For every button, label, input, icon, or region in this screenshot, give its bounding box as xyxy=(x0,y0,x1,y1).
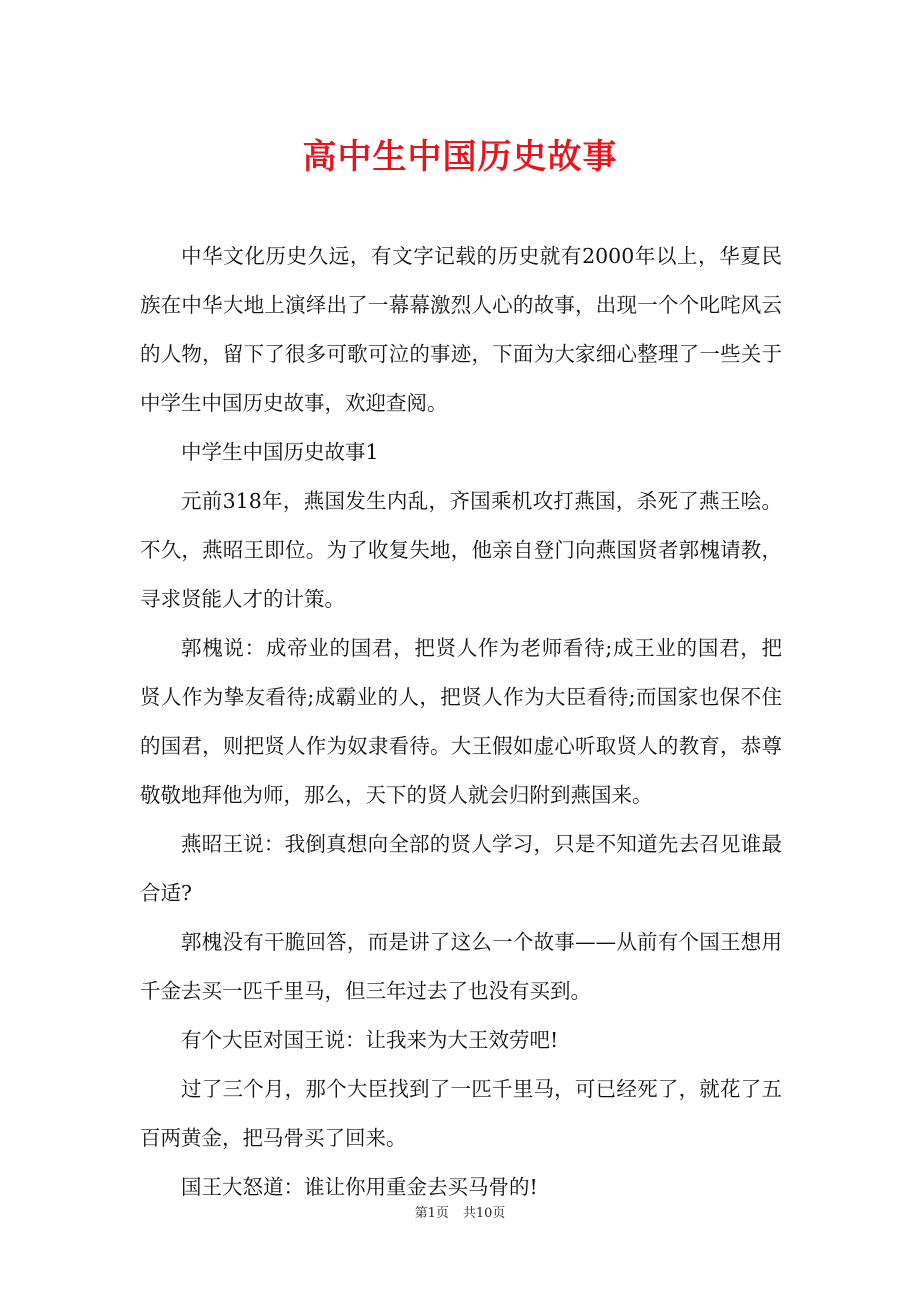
page-number: 第1页 xyxy=(414,1206,449,1221)
section-heading: 中学生中国历史故事1 xyxy=(181,440,379,464)
document-title: 高中生中国历史故事 xyxy=(302,136,618,177)
page-footer xyxy=(0,1204,920,1224)
story-paragraph: 国王大怒道：谁让你用重金去买马骨的! xyxy=(181,1175,538,1199)
story-paragraph: 元前318年，燕国发生内乱，齐国乘机攻打燕国，杀死了燕王哙。不久，燕昭王即位。为了收复失地，他亲自登门向燕国贤者郭槐请教，寻求贤能人才的计策。 xyxy=(140,489,782,611)
story-paragraph: 郭槐没有干脆回答，而是讲了这么一个故事——从前有个国王想用千金去买一匹千里马，但三年过去了也没有买到。 xyxy=(140,930,782,1003)
story-paragraph: 过了三个月，那个大臣找到了一匹千里马，可已经死了，就花了五百两黄金，把马骨买了回来。 xyxy=(140,1077,782,1150)
page-total: 共10页 xyxy=(462,1206,506,1221)
story-paragraph: 有个大臣对国王说：让我来为大王效劳吧! xyxy=(181,1028,559,1052)
story-paragraph: 郭槐说：成帝业的国君，把贤人作为老师看待;成王业的国君，把贤人作为挚友看待;成霸业的人，把贤人作为大臣看待;而国家也保不住的国君，则把贤人作为奴隶看待。大王假如虚心听取贤人的教育，恭尊敬敬地拜他为师，那么，天下的贤人就会归附到燕国来。 xyxy=(140,636,782,807)
story-paragraph: 燕昭王说：我倒真想向全部的贤人学习，只是不知道先去召见谁最合适? xyxy=(140,832,782,905)
document-body xyxy=(140,232,782,1212)
intro-paragraph: 中华文化历史久远，有文字记载的历史就有2000年以上，华夏民族在中华大地上演绎出了一幕幕激烈人心的故事，出现一个个叱咤风云的人物，留下了很多可歌可泣的事迹，下面为大家细心整理了一些关于中学生中国历史故事，欢迎查阅。 xyxy=(140,244,782,415)
